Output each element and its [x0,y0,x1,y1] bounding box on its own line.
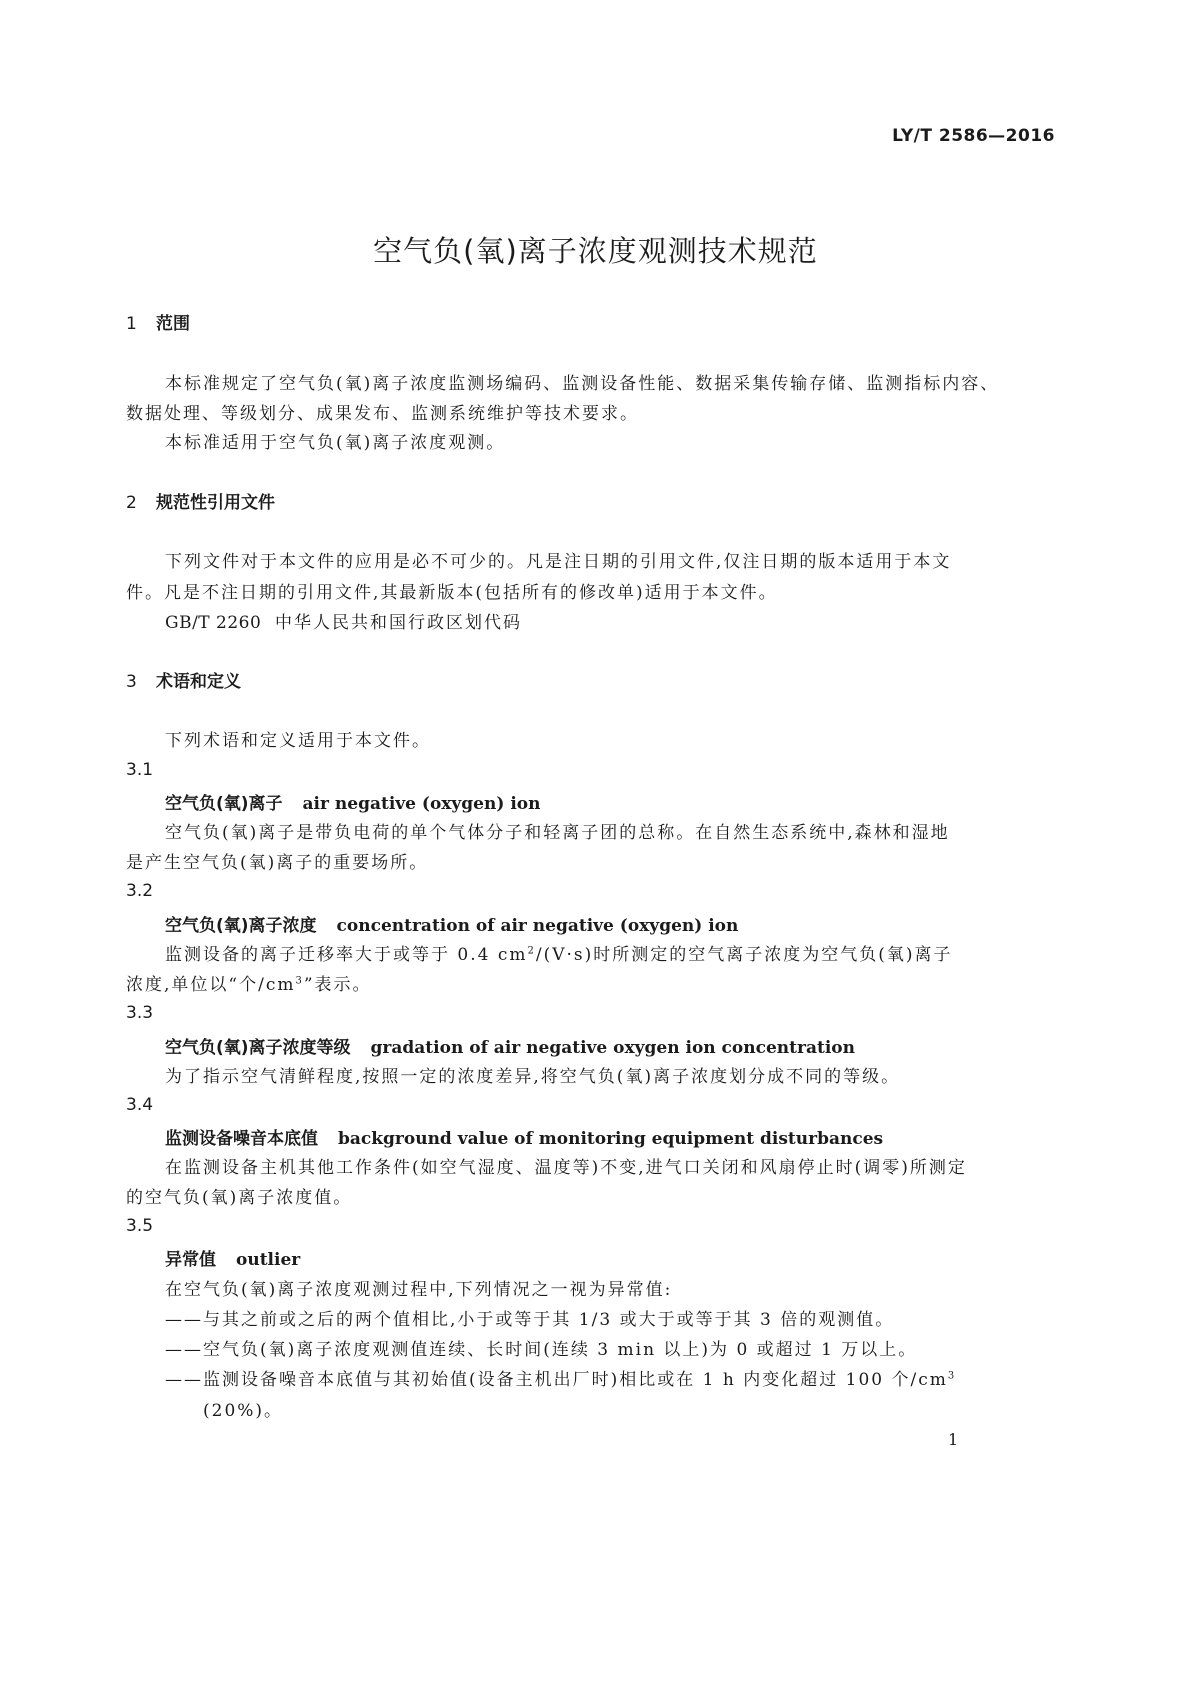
section-1-para-1-line-2: 数据处理、等级划分、成果发布、监测系统维护等技术要求。 [126,404,639,424]
section-2-title: 规范性引用文件 [156,493,275,513]
term-3-3-en: gradation of air negative oxygen ion concentration [370,1038,855,1058]
section-3-title: 术语和定义 [156,672,241,692]
section-3-number: 3 [126,672,137,692]
section-1-number: 1 [126,314,137,334]
term-3-2-def-line-1 [165,940,953,965]
section-2-number: 2 [126,493,137,513]
section-1-para-2: 本标准适用于空气负(氧)离子浓度观测。 [165,433,506,453]
term-3-4-number: 3.4 [126,1095,154,1115]
term-3-2-def-line-2-sup: 3 [295,975,304,987]
term-3-5-cn: 异常值 [165,1250,216,1270]
outlier-item-3-sup: 3 [947,1370,957,1382]
term-3-4-def-line-1: 在监测设备主机其他工作条件(如空气湿度、温度等)不变,进气口关闭和风扇停止时(调零)所测定 [165,1158,967,1178]
section-1-heading [126,309,190,334]
standard-code: LY/T 2586—2016 [892,126,1055,146]
term-3-1-heading [165,789,540,814]
term-3-2-heading [165,911,738,936]
term-3-5-heading [165,1245,300,1270]
page-number: 1 [948,1430,959,1449]
term-3-3-number: 3.3 [126,1003,154,1023]
term-3-2-def-line-2 [126,970,372,995]
term-3-2-def-line-1-a: 监测设备的离子迁移率大于或等于 0.4 cm [165,945,528,965]
term-3-2-cn: 空气负(氧)离子浓度 [165,916,317,936]
section-2-heading [126,488,275,513]
section-3-intro: 下列术语和定义适用于本文件。 [165,731,431,751]
normative-reference [165,608,522,633]
term-3-2-number: 3.2 [126,881,154,901]
section-2-para-1-line-1: 下列文件对于本文件的应用是必不可少的。凡是注日期的引用文件,仅注日期的版本适用于本文 [165,552,952,572]
outlier-item-3-a: ——监测设备噪音本底值与其初始值(设备主机出厂时)相比或在 1 h 内变化超过 100 个/cm [165,1370,948,1390]
term-3-2-def-line-2-b: ”表示。 [303,975,372,995]
outlier-item-1: ——与其之前或之后的两个值相比,小于或等于其 1/3 或大于或等于其 3 倍的观测值。 [165,1310,895,1330]
term-3-5-def-line-1: 在空气负(氧)离子浓度观测过程中,下列情况之一视为异常值: [165,1280,673,1300]
term-3-2-def-line-1-b: /(V·s)时所测定的空气离子浓度为空气负(氧)离子 [535,945,953,965]
term-3-1-cn: 空气负(氧)离子 [165,794,283,814]
term-3-2-en: concentration of air negative (oxygen) ion [336,916,739,936]
term-3-4-cn: 监测设备噪音本底值 [165,1129,318,1149]
reference-code: GB/T 2260 [165,613,262,633]
outlier-item-2: ——空气负(氧)离子浓度观测值连续、长时间(连续 3 min 以上)为 0 或超过 1 万以上。 [165,1340,918,1360]
term-3-1-number: 3.1 [126,760,154,780]
section-2-para-1-line-2: 件。凡是不注日期的引用文件,其最新版本(包括所有的修改单)适用于本文件。 [126,583,778,603]
term-3-3-cn: 空气负(氧)离子浓度等级 [165,1038,351,1058]
term-3-3-heading [165,1033,855,1058]
term-3-4-en: background value of monitoring equipment disturbances [338,1129,884,1149]
section-3-heading [126,667,241,692]
outlier-item-3 [165,1365,956,1390]
term-3-2-def-line-1-sup: 2 [527,945,536,957]
term-3-5-en: outlier [236,1250,301,1270]
term-3-1-en: air negative (oxygen) ion [302,794,541,814]
document-title: 空气负(氧)离子浓度观测技术规范 [373,234,818,268]
section-1-title: 范围 [156,314,190,334]
term-3-4-heading [165,1124,883,1149]
term-3-1-def-line-2: 是产生空气负(氧)离子的重要场所。 [126,853,429,873]
term-3-5-number: 3.5 [126,1216,154,1236]
term-3-2-def-line-2-a: 浓度,单位以“个/cm [126,975,296,995]
reference-title: 中华人民共和国行政区划代码 [275,613,522,633]
term-3-4-def-line-2: 的空气负(氧)离子浓度值。 [126,1188,353,1208]
section-1-para-1-line-1: 本标准规定了空气负(氧)离子浓度监测场编码、监测设备性能、数据采集传输存储、监测指标内容、 [165,374,1000,394]
term-3-3-def-line-1: 为了指示空气清鲜程度,按照一定的浓度差异,将空气负(氧)离子浓度划分成不同的等级。 [165,1067,901,1087]
outlier-item-3-continuation: (20%)。 [203,1401,284,1421]
term-3-1-def-line-1: 空气负(氧)离子是带负电荷的单个气体分子和轻离子团的总称。在自然生态系统中,森林和湿地 [165,823,950,843]
